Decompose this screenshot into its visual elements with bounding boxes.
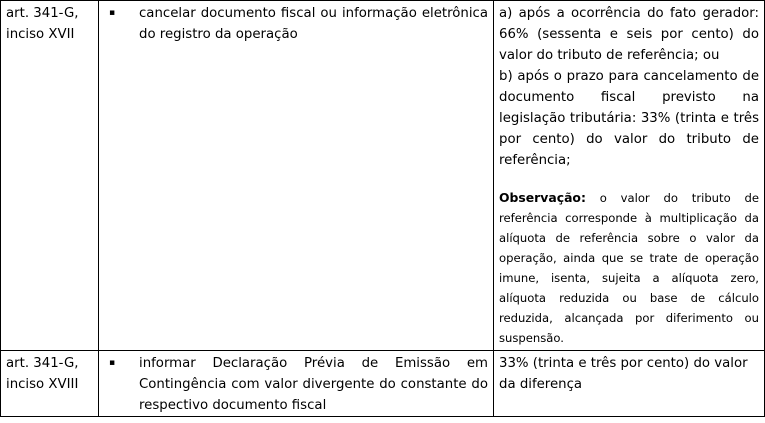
bullet-item [107, 353, 488, 416]
article-cell [1, 351, 99, 417]
table-row [1, 1, 765, 351]
penalty-cell [494, 1, 765, 351]
observation-text: o valor do tributo de referência corresponde à multiplicação da alíquota de referência sobre o valor da operação, ainda que se trate de operação imune, isenta, sujeita a alíquota zero, alíquota reduzida ou base de cálculo reduzida, alcançada por diferimento ou suspensão. [499, 191, 759, 345]
observation-label: Observação: [499, 190, 586, 205]
penalty-text: 33% (trinta e três por cento) do valor da diferença [499, 356, 748, 392]
article-reference: art. 341-G, inciso XVII [6, 6, 79, 42]
penalty-item-a: a) após a ocorrência do fato gerador: 66% (sessenta e seis por cento) do valor do tributo de referência; ou [499, 6, 759, 63]
square-bullet-icon: ▪ [109, 358, 116, 368]
square-bullet-icon: ▪ [109, 8, 116, 18]
penalty-item-b: b) após o prazo para cancelamento de documento fiscal previsto na legislação tributária: 33% (trinta e três por cento) do valor do tributo de referência; [499, 69, 759, 168]
article-reference: art. 341-G, inciso XVIII [6, 356, 79, 392]
article-cell [1, 1, 99, 351]
description-cell [99, 351, 494, 417]
infraction-description: informar Declaração Prévia de Emissão em Contingência com valor divergente do constante do respectivo documento fiscal [139, 356, 488, 413]
penalty-cell [494, 351, 765, 417]
description-cell [99, 1, 494, 351]
infraction-description: cancelar documento fiscal ou informação eletrônica do registro da operação [139, 6, 488, 42]
bullet-item [107, 3, 488, 45]
table-row [1, 351, 765, 417]
observation-note [499, 188, 759, 348]
